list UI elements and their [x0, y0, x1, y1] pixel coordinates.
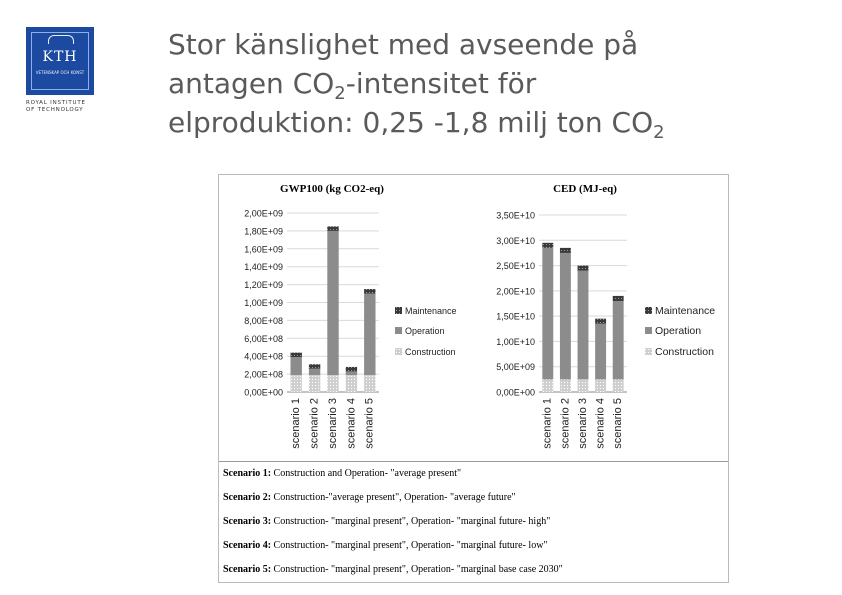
kth-logo: [26, 27, 94, 95]
chart2-y-tick-label: 2,50E+10: [496, 261, 535, 272]
chart2-y-tick-label: 0,00E+00: [496, 387, 535, 398]
title-line-2: [168, 64, 818, 103]
chart1-bar-operation: [327, 231, 338, 375]
slide-title: [168, 25, 818, 142]
crown-icon: [48, 35, 74, 44]
charts-svg: [219, 175, 728, 461]
chart2-bar-construction: [578, 379, 589, 392]
scenario-label: Scenario 2:: [223, 492, 274, 503]
chart1-y-tick-label: 6,00E+08: [244, 333, 283, 344]
chart1-y-tick-label: 4,00E+08: [244, 351, 283, 362]
chart1-x-tick-label: scenario 4: [345, 398, 358, 449]
scenario-row: [223, 467, 461, 481]
title-line-3: [168, 103, 818, 142]
chart1-title: GWP100 (kg CO2-eq): [280, 183, 384, 195]
chart1-bar-maintenance: [327, 226, 338, 230]
scenario-text: Construction-"average present", Operation- "average future": [273, 492, 516, 503]
chart2-y-tick-label: 3,50E+10: [496, 210, 535, 221]
chart2-x-tick-label: scenario 2: [559, 398, 572, 449]
logo-caption-line1: ROYAL INSTITUTE: [26, 100, 86, 106]
scenario-label: Scenario 4:: [223, 540, 274, 551]
chart1-y-tick-label: 1,80E+09: [244, 226, 283, 237]
chart2-bar-maintenance: [595, 319, 606, 324]
title-line-1: Stor känslighet med avseende på: [168, 28, 639, 61]
logo-caption: [26, 100, 106, 114]
scenario-row: [223, 491, 516, 505]
scenario-text: Construction- "marginal present", Operation- "marginal base case 2030": [273, 564, 563, 575]
chart2-bar-operation: [613, 301, 624, 379]
scenario-text: Construction and Operation- "average present": [273, 468, 462, 479]
logo-text: KTH: [42, 49, 78, 65]
chart2-bar-maintenance: [560, 248, 571, 253]
chart1-y-tick-label: 0,00E+00: [244, 387, 283, 398]
chart1-x-tick-label: scenario 5: [363, 398, 376, 449]
title-line-3-text: elproduktion: 0,25 -1,8 milj ton CO: [168, 106, 654, 139]
scenario-label: Scenario 1:: [223, 468, 274, 479]
chart1-y-tick-label: 8,00E+08: [244, 315, 283, 326]
chart2-legend-swatch-maintenance: [645, 307, 652, 314]
chart2-bar-maintenance: [613, 296, 624, 301]
chart2-legend-swatch-construction: [645, 348, 652, 355]
chart2-bar-construction: [542, 379, 553, 392]
chart2-x-tick-label: scenario 5: [612, 398, 625, 449]
scenario-label: Scenario 3:: [223, 516, 274, 527]
chart1-bar-maintenance: [290, 353, 301, 357]
chart2-bar-construction: [560, 379, 571, 392]
chart2-y-tick-label: 1,00E+10: [496, 336, 535, 347]
title-line-2-text: antagen CO: [168, 67, 335, 100]
chart1-legend-swatch-operation: [395, 327, 402, 334]
figure-panel: [218, 174, 729, 583]
chart1-y-tick-label: 1,20E+09: [244, 280, 283, 291]
chart2-bar-operation: [595, 324, 606, 380]
chart1-legend-label: Maintenance: [405, 306, 457, 316]
chart2-x-tick-label: scenario 1: [541, 398, 554, 449]
chart1-bar-construction: [327, 375, 338, 392]
title-line-2-text-end: -intensitet för: [345, 67, 537, 100]
chart2-bar-maintenance: [542, 243, 553, 248]
chart1-y-tick-label: 1,60E+09: [244, 244, 283, 255]
chart2-bar-maintenance: [578, 266, 589, 271]
chart2-legend-label: Operation: [655, 325, 702, 337]
scenario-label: Scenario 5:: [223, 564, 274, 575]
chart2-y-tick-label: 5,00E+09: [496, 362, 535, 373]
chart1-bar-construction: [309, 375, 320, 392]
chart2-legend-label: Maintenance: [655, 305, 716, 317]
chart2-x-tick-label: scenario 3: [576, 398, 589, 449]
chart1-legend-label: Construction: [405, 347, 456, 357]
scenario-list: [219, 461, 728, 583]
scenario-row: [223, 515, 550, 529]
scenario-row: [223, 563, 563, 577]
chart1-x-tick-label: scenario 2: [308, 398, 321, 449]
chart1-y-tick-label: 2,00E+08: [244, 369, 283, 380]
chart1-bar-maintenance: [364, 289, 375, 293]
chart1-legend-label: Operation: [405, 326, 445, 336]
title-line-3-subscript: 2: [653, 122, 665, 143]
chart2-bar-construction: [595, 379, 606, 392]
chart1-y-tick-label: 1,00E+09: [244, 298, 283, 308]
chart1-bar-maintenance: [309, 364, 320, 368]
chart1-x-tick-label: scenario 3: [326, 398, 339, 449]
chart1-bar-construction: [346, 375, 357, 392]
scenario-text: Construction- "marginal present", Operation- "marginal future- high": [273, 516, 551, 527]
chart2-y-tick-label: 3,00E+10: [496, 235, 535, 246]
chart1-bar-operation: [290, 357, 301, 375]
chart1-legend-swatch-construction: [395, 348, 402, 355]
chart2-bar-operation: [578, 271, 589, 380]
chart2-legend-swatch-operation: [645, 327, 652, 334]
chart1-bar-operation: [346, 371, 357, 375]
chart1-bar-construction: [364, 375, 375, 392]
chart2-x-tick-label: scenario 4: [594, 398, 607, 449]
logo-caption-line2: OF TECHNOLOGY: [26, 107, 84, 113]
chart1-bar-construction: [290, 375, 301, 392]
chart2-title: CED (MJ-eq): [553, 183, 617, 195]
title-line-2-subscript: 2: [334, 83, 346, 104]
chart2-legend-label: Construction: [655, 346, 714, 358]
chart2-bar-operation: [542, 248, 553, 379]
chart2-bar-operation: [560, 253, 571, 379]
chart1-y-tick-label: 2,00E+09: [244, 208, 283, 219]
chart1-bar-operation: [309, 369, 320, 375]
chart2-y-tick-label: 2,00E+10: [496, 286, 535, 297]
scenario-row: [223, 539, 548, 553]
chart2-y-tick-label: 1,50E+10: [496, 311, 535, 322]
logo-subtext: VETENSKAP OCH KONST: [35, 70, 85, 75]
scenario-text: Construction- "marginal present", Operation- "marginal future- low": [273, 540, 548, 551]
chart2-bar-construction: [613, 379, 624, 392]
chart1-x-tick-label: scenario 1: [290, 398, 303, 449]
chart1-bar-operation: [364, 294, 375, 375]
chart1-bar-maintenance: [346, 367, 357, 371]
chart1-y-tick-label: 1,40E+09: [244, 262, 283, 273]
chart1-legend-swatch-maintenance: [395, 307, 402, 314]
